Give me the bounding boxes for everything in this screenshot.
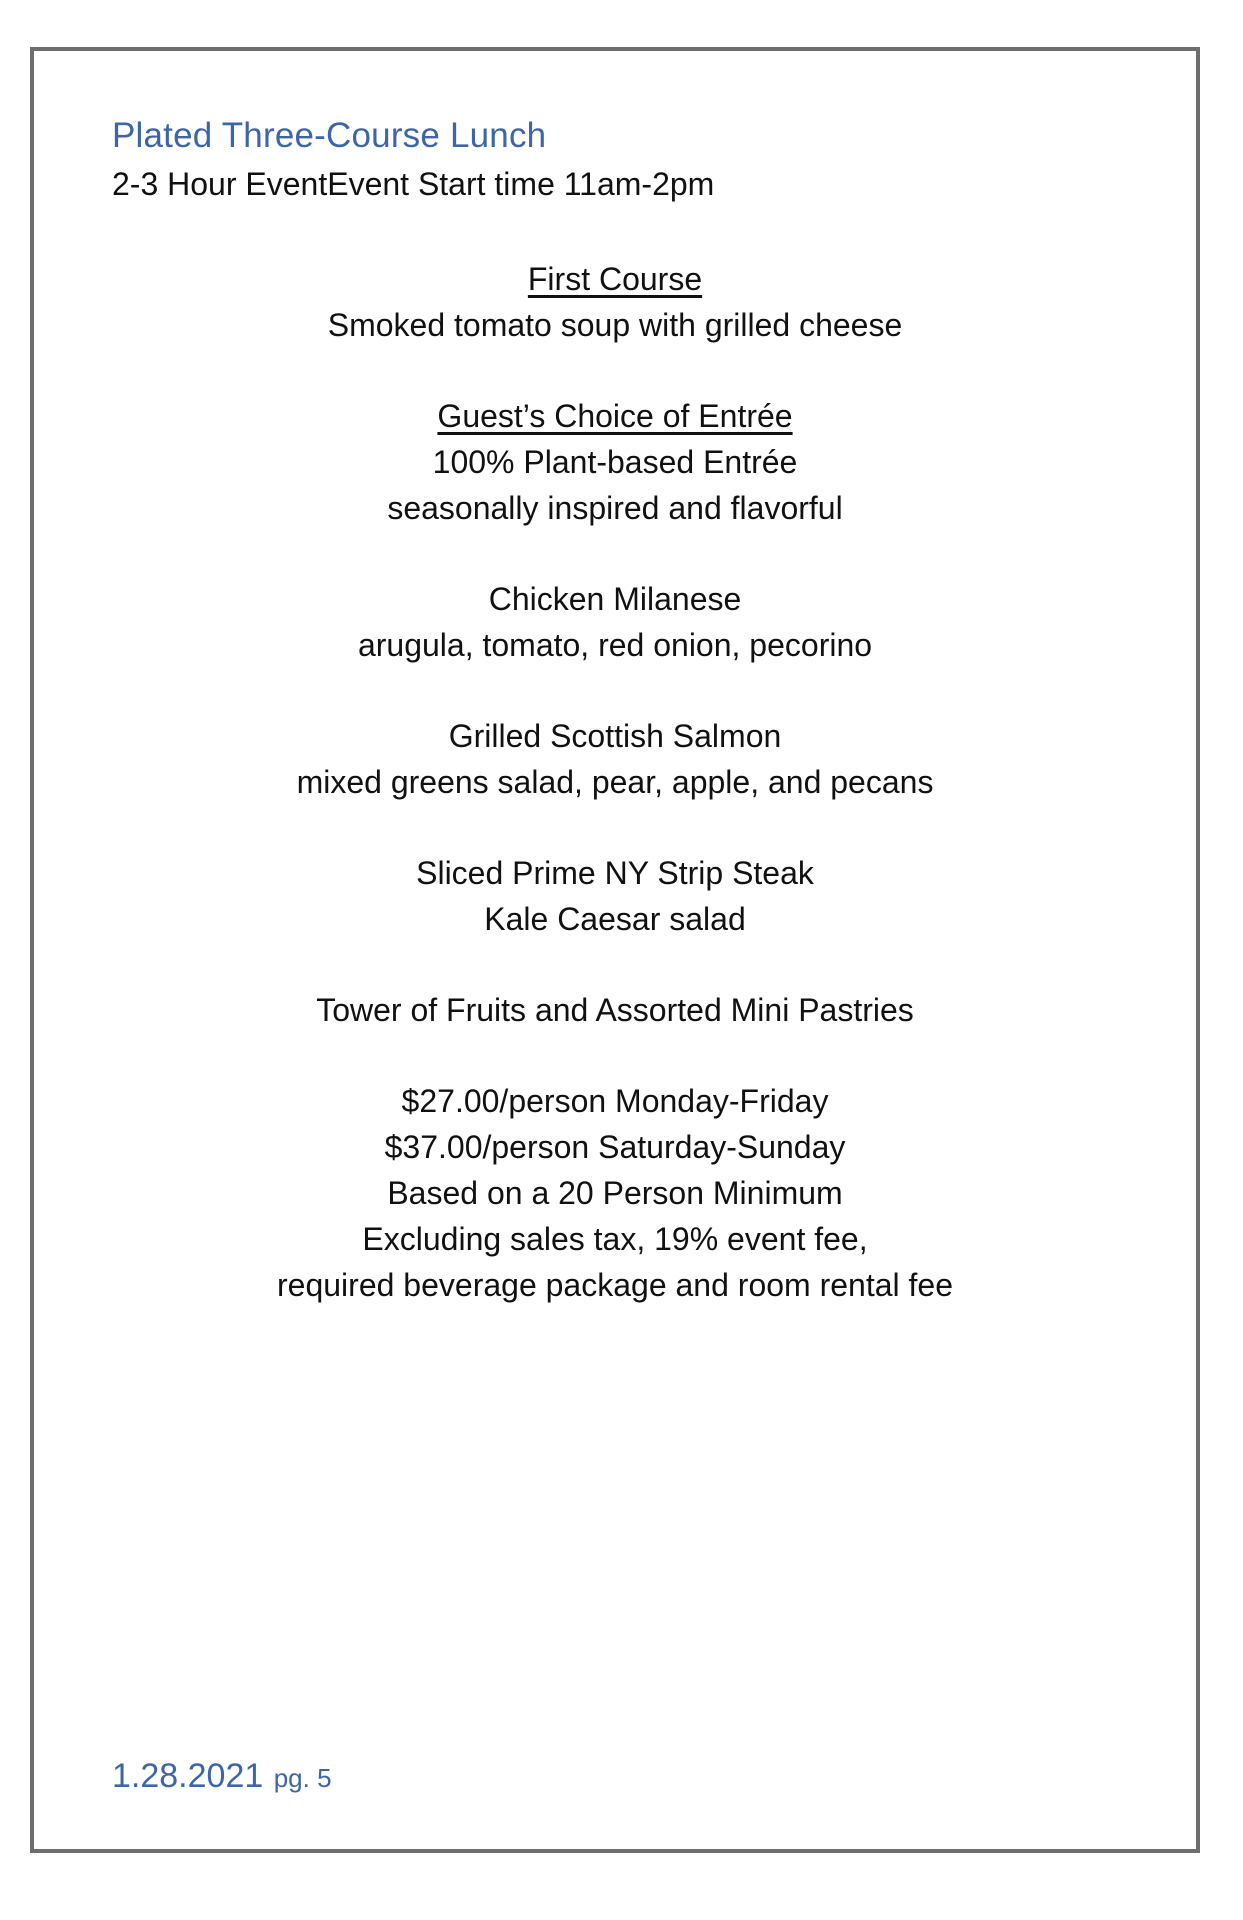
entree-option-name: Grilled Scottish Salmon <box>448 718 782 754</box>
page-title: Plated Three-Course Lunch <box>112 116 547 155</box>
dessert-item: Tower of Fruits and Assorted Mini Pastries <box>316 992 914 1028</box>
event-duration-subtitle: 2-3 Hour EventEvent Start time 11am-2pm <box>112 166 715 202</box>
entree-option-name: Sliced Prime NY Strip Steak <box>416 855 814 891</box>
entree-option-description: Kale Caesar salad <box>484 901 746 937</box>
weekday-price: $27.00/person Monday-Friday <box>401 1083 829 1119</box>
entree-heading: Guest’s Choice of Entrée <box>437 398 793 434</box>
pricing-exclusions-line-2: required beverage package and room rental fee <box>277 1267 953 1303</box>
weekend-price: $37.00/person Saturday-Sunday <box>384 1129 846 1165</box>
first-course-item: Smoked tomato soup with grilled cheese <box>327 307 903 343</box>
entree-option-name: Chicken Milanese <box>488 581 742 617</box>
page-footer <box>112 1757 332 1796</box>
page-number: pg. 5 <box>273 1763 332 1793</box>
first-course-heading: First Course <box>527 261 703 297</box>
entree-option-description: mixed greens salad, pear, apple, and pecans <box>296 764 934 800</box>
pricing-exclusions-line-1: Excluding sales tax, 19% event fee, <box>362 1221 868 1257</box>
entree-option-name: 100% Plant-based Entrée <box>432 444 798 480</box>
entree-option-description: seasonally inspired and flavorful <box>387 490 843 526</box>
menu-body <box>30 256 1200 1308</box>
footer-date: 1.28.2021 <box>112 1757 264 1795</box>
entree-option-description: arugula, tomato, red onion, pecorino <box>357 627 873 663</box>
minimum-guests-note: Based on a 20 Person Minimum <box>387 1175 843 1211</box>
